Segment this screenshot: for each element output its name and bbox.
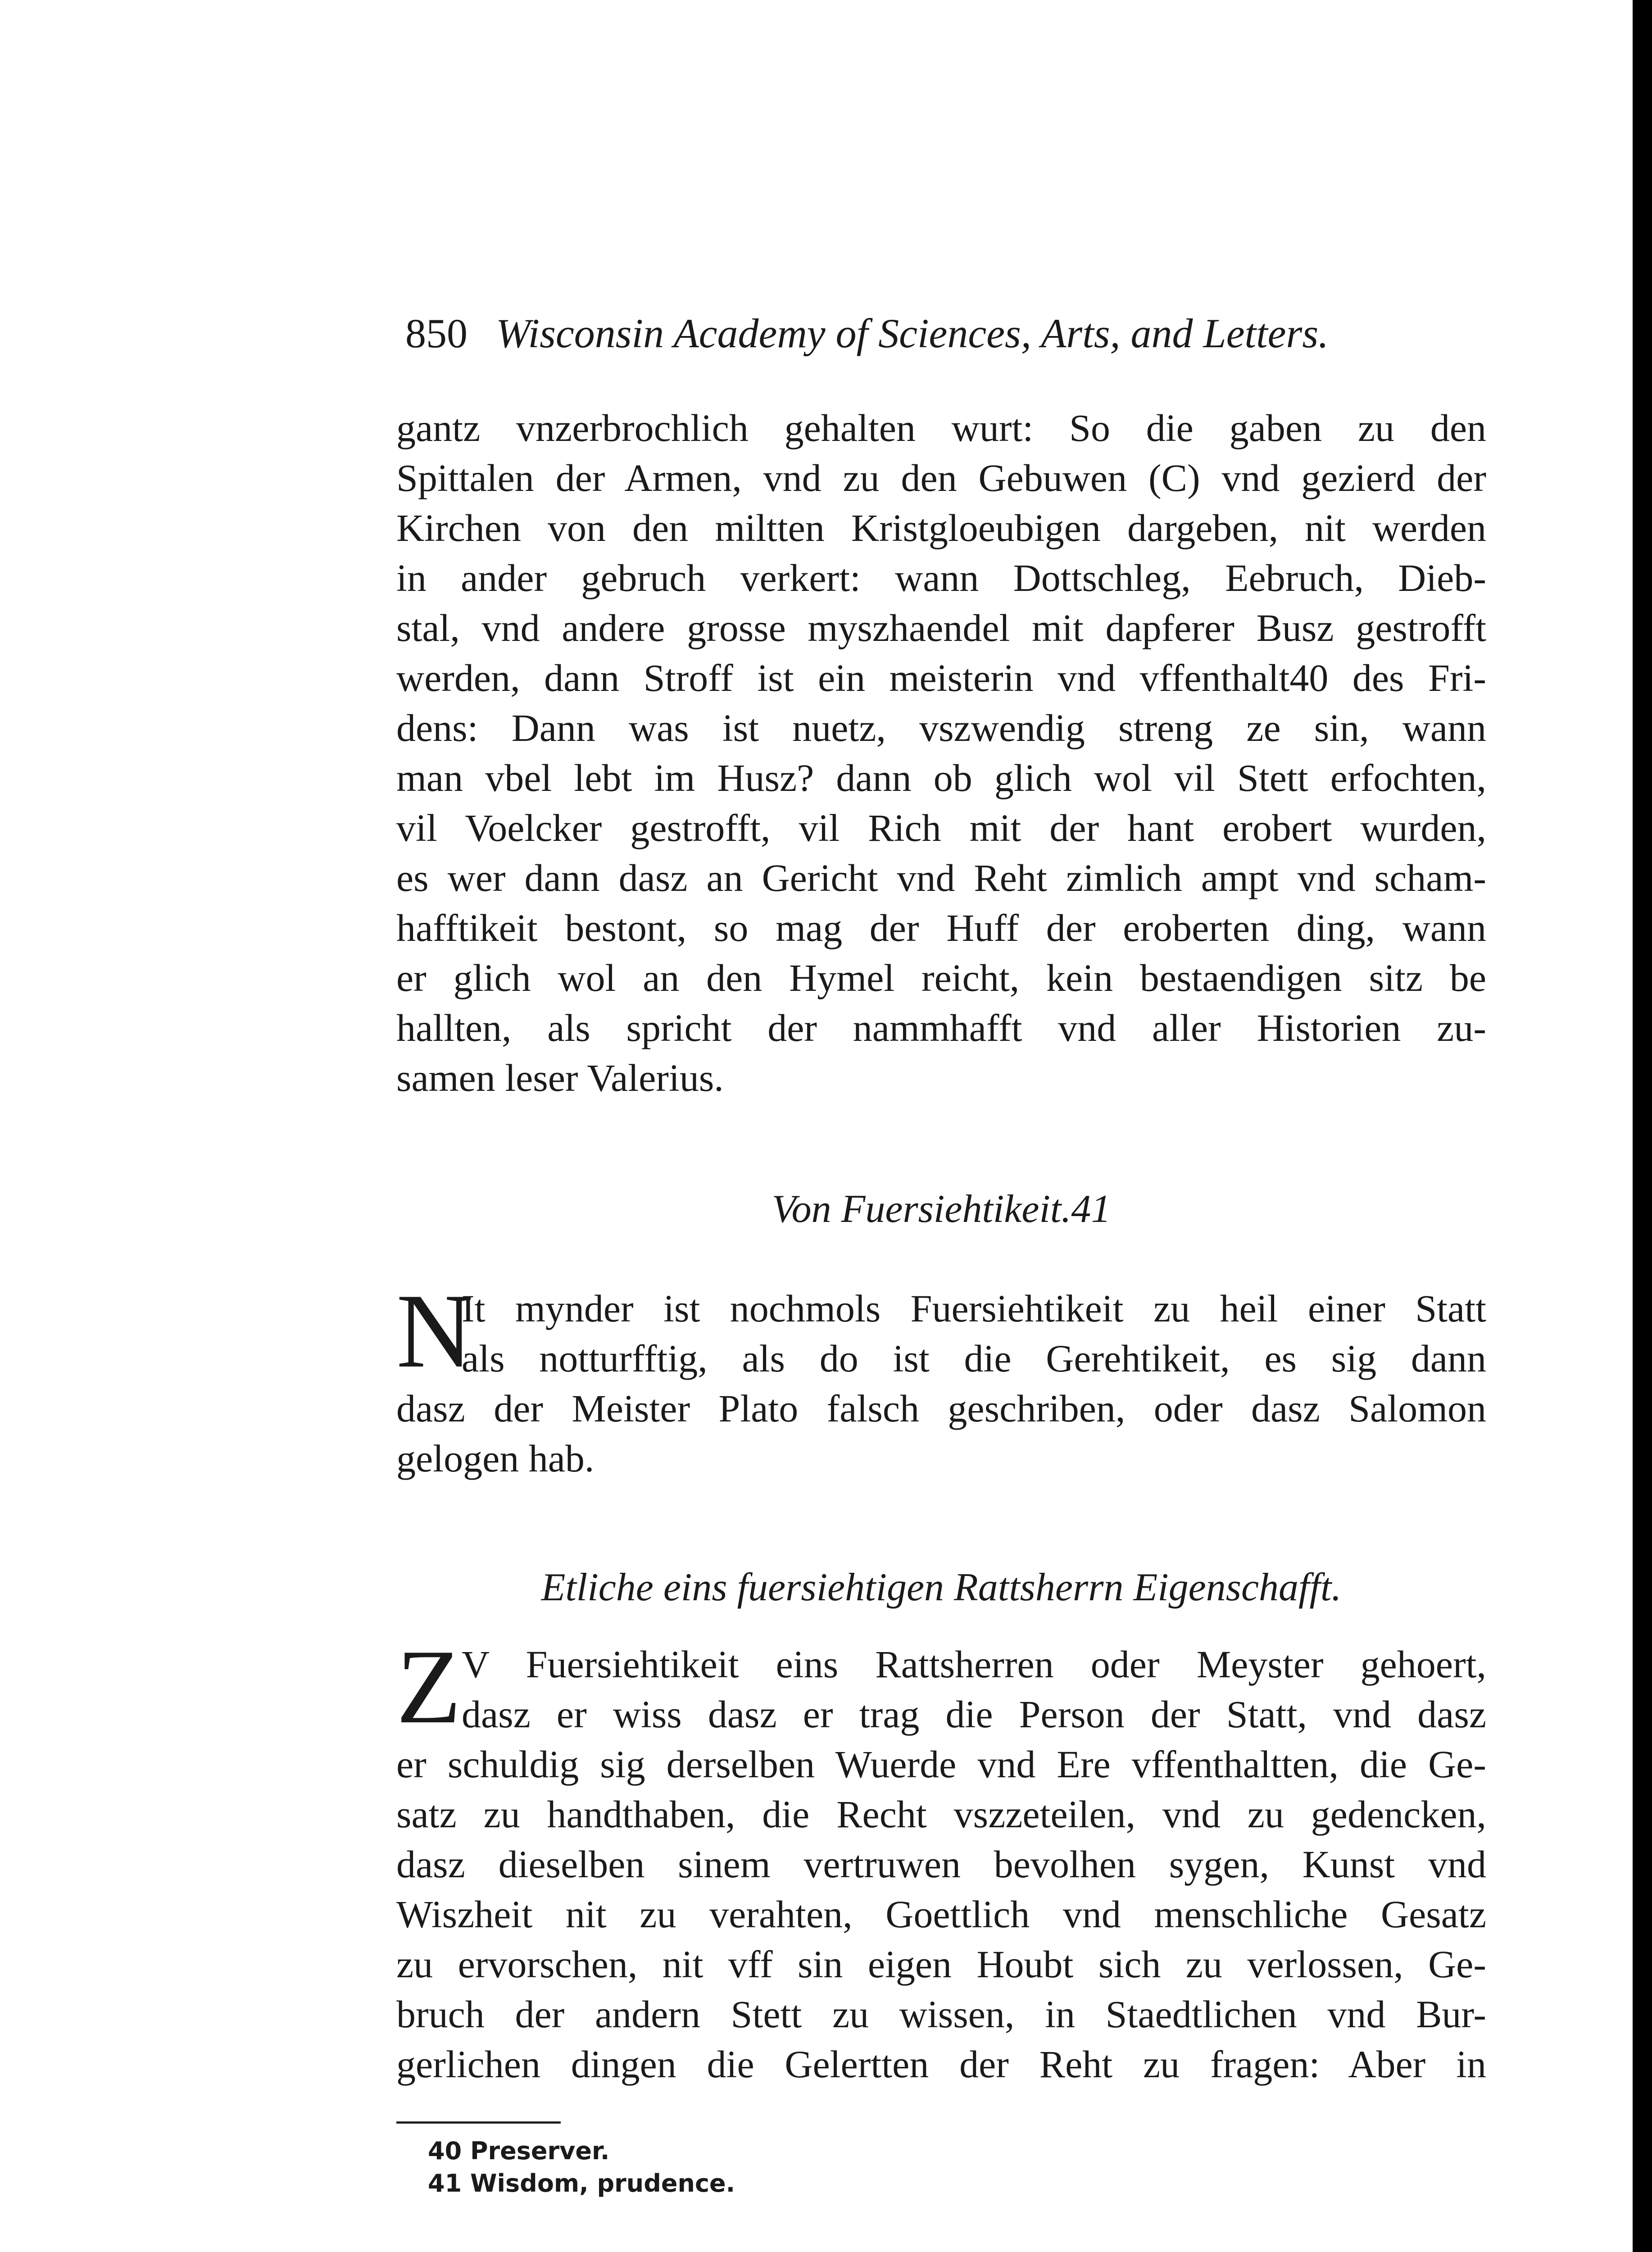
footnote-40: 40 Preserver.: [428, 2137, 610, 2165]
text-line: samen leser Valerius.: [396, 1056, 724, 1099]
text-line: Spittalen der Armen, vnd zu den Gebuwen (C) vnd gezierd der: [396, 456, 1486, 499]
text-line: in ander gebruch verkert: wann Dottschleg, Eebruch, Dieb-: [396, 556, 1486, 599]
text-line: satz zu handthaben, die Recht vszzeteilen, vnd zu gedencken,: [396, 1793, 1486, 1836]
journal-title: Wisconsin Academy of Sciences, Arts, and Letters.: [496, 310, 1329, 356]
text-line: gelogen hab.: [396, 1437, 595, 1480]
drop-cap: N: [396, 1272, 473, 1390]
text-line: hallten, als spricht der nammhafft vnd aller Historien zu-: [396, 1006, 1486, 1049]
text-line: man vbel lebt im Husz? dann ob glich wol vil Stett erfochten,: [396, 756, 1486, 799]
text-line: zu ervorschen, nit vff sin eigen Houbt sich zu verlossen, Ge-: [396, 1943, 1486, 1986]
drop-cap: Z: [396, 1628, 462, 1746]
footnote-rule: [396, 2121, 561, 2124]
section3-paragraph: [396, 1628, 1486, 2089]
text-line: bruch der andern Stett zu wissen, in Staedtlichen vnd Bur-: [396, 1993, 1486, 2036]
text-line: stal, vnd andere grosse myszhaendel mit dapferer Busz gestrofft: [396, 606, 1486, 649]
text-line: dasz er wiss dasz er trag die Person der Statt, vnd dasz: [462, 1693, 1486, 1736]
text-line: es wer dann dasz an Gericht vnd Reht zimlich ampt vnd scham-: [396, 856, 1486, 899]
section-heading-fuersiehtikeit: Von Fuersiehtikeit.41: [772, 1187, 1111, 1231]
text-line: gantz vnzerbrochlich gehalten wurt: So die gaben zu den: [396, 406, 1486, 449]
footnote-41: 41 Wisdom, prudence.: [428, 2169, 735, 2198]
page-number: 850: [405, 310, 467, 356]
footnotes: [428, 2135, 1148, 2200]
text-line: hafftikeit bestont, so mag der Huff der eroberten ding, wann: [396, 906, 1486, 949]
running-header: [405, 306, 1486, 360]
text-line: dasz der Meister Plato falsch geschriben, oder dasz Salomon: [396, 1387, 1486, 1430]
text-line: dasz dieselben sinem vertruwen bevolhen sygen, Kunst vnd: [396, 1843, 1486, 1886]
text-line: werden, dann Stroff ist ein meisterin vnd vffenthalt40 des Fri-: [396, 656, 1486, 699]
text-line: gerlichen dingen die Gelertten der Reht zu fragen: Aber in: [396, 2043, 1486, 2086]
text-line: vil Voelcker gestrofft, vil Rich mit der hant erobert wurden,: [396, 806, 1486, 849]
text-line: Wiszheit nit zu verahten, Goettlich vnd menschliche Gesatz: [396, 1893, 1486, 1936]
text-line: It mynder ist nochmols Fuersiehtikeit zu heil einer Statt: [462, 1287, 1486, 1330]
section2-paragraph: [396, 1272, 1486, 1484]
text-line: er schuldig sig derselben Wuerde vnd Ere vffenthaltten, die Ge-: [396, 1743, 1486, 1786]
section1-text: [396, 403, 1486, 1103]
section-heading-rattsherrn: Etliche eins fuersiehtigen Rattsherrn Eigenschafft.: [541, 1566, 1342, 1609]
text-line: er glich wol an den Hymel reicht, kein bestaendigen sitz be: [396, 956, 1486, 999]
text-line: V Fuersiehtikeit eins Rattsherren oder Meyster gehoert,: [462, 1643, 1486, 1686]
text-line: Kirchen von den miltten Kristgloeubigen dargeben, nit werden: [396, 506, 1486, 549]
text-line: dens: Dann was ist nuetz, vszwendig streng ze sin, wann: [396, 706, 1486, 749]
text-line: als notturfftig, als do ist die Gerehtikeit, es sig dann: [462, 1337, 1486, 1380]
